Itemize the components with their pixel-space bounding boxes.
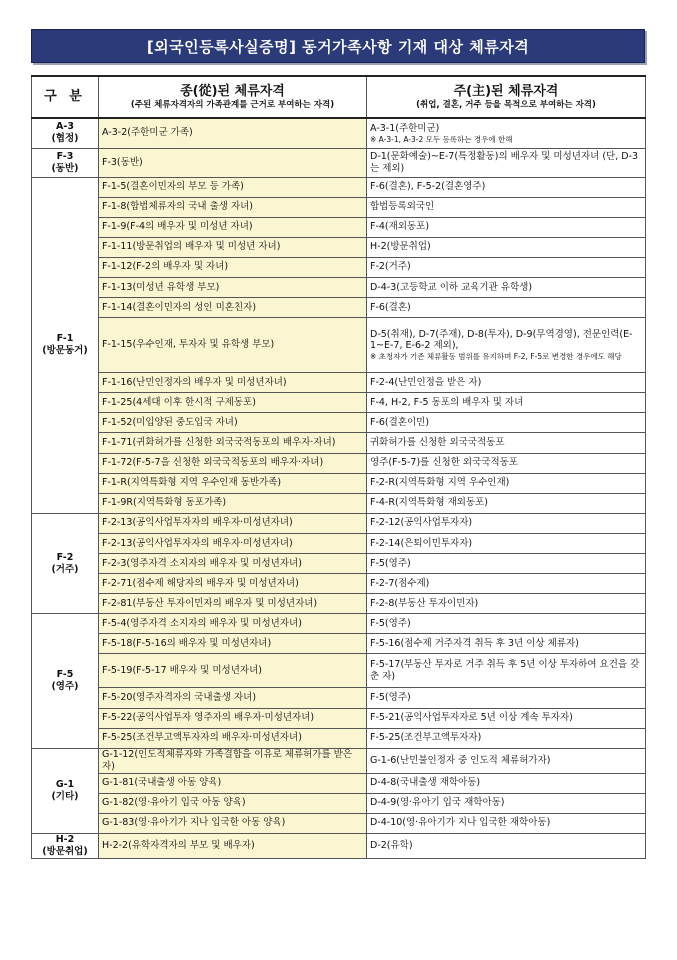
dependent-status-cell: F-2-13(공익사업투자자의 배우자·미성년자녀) — [99, 533, 367, 553]
table-row — [32, 453, 646, 473]
category-cell — [32, 614, 99, 748]
category-label: (거주) — [51, 563, 79, 575]
dependent-status-cell: F-2-71(점수제 해당자의 배우자 및 미성년자녀) — [99, 574, 367, 594]
main-status-note: ※ A-3-1, A-3-2 모두 등록하는 경우에 한해 — [370, 134, 513, 144]
main-status-value: F-2(거주) — [370, 261, 411, 273]
category-code: F-2 — [56, 551, 74, 563]
dependent-status-cell: F-1-15(우수인재, 투자자 및 유학생 부모) — [99, 318, 367, 373]
table-row — [32, 197, 646, 217]
main-status-value: D-5(취재), D-7(주재), D-8(투자), D-9(무역경영), 전문인력(E-1~E-7, E-6-2 제외), — [370, 328, 633, 352]
main-status-cell — [367, 773, 646, 793]
main-status-value: D-4-9(영·유아기 입국 재학아동) — [370, 797, 505, 809]
dependent-status-cell: F-3(동반) — [99, 148, 367, 177]
main-status-cell — [367, 298, 646, 318]
category-label: (영주) — [51, 681, 79, 693]
dependent-status-cell: F-1-R(지역특화형 지역 우수인재 동반가족) — [99, 473, 367, 493]
dependent-status-cell: G-1-81(국내출생 아동 양육) — [99, 773, 367, 793]
dependent-status-cell: F-5-4(영주자격 소지자의 배우자 및 미성년자녀) — [99, 614, 367, 634]
main-status-cell — [367, 148, 646, 177]
table-row — [32, 773, 646, 793]
table-row — [32, 554, 646, 574]
main-status-cell — [367, 614, 646, 634]
dependent-status-cell: F-1-71(귀화허가를 신청한 외국국적동포의 배우자·자녀) — [99, 433, 367, 453]
main-status-header — [367, 76, 646, 118]
table-row — [32, 594, 646, 614]
main-status-value: D-4-10(영·유아기가 지나 입국한 재학아동) — [370, 817, 551, 829]
main-status-value: 합법등록외국인 — [370, 201, 435, 213]
main-status-value: F-4(재외동포) — [370, 221, 430, 233]
main-status-cell — [367, 257, 646, 277]
table-row — [32, 728, 646, 748]
category-label: (방문동거) — [42, 345, 88, 357]
dependent-status-cell: F-2-81(부동산 투자이민자의 배우자 및 미성년자녀) — [99, 594, 367, 614]
main-status-value: F-6(결혼) — [370, 301, 411, 313]
table-body — [32, 118, 646, 858]
main-status-value: H-2(방문취업) — [370, 241, 431, 253]
main-status-subtitle: (취업, 결혼, 거주 등을 목적으로 부여하는 자격) — [416, 99, 596, 110]
main-status-cell — [367, 634, 646, 654]
dependent-status-cell: F-5-19(F-5-17 배우자 및 미성년자녀) — [99, 654, 367, 688]
main-status-value: F-2-8(부동산 투자이민자) — [370, 597, 479, 609]
main-status-value: G-1-6(난민불인정자 중 인도적 체류허가자) — [370, 754, 551, 766]
table-row — [32, 614, 646, 634]
table-row — [32, 373, 646, 393]
table-row — [32, 793, 646, 813]
main-status-value: F-5-16(점수제 거주자격 취득 후 3년 이상 체류자) — [370, 637, 579, 649]
main-status-cell — [367, 574, 646, 594]
main-status-value: F-5(영주) — [370, 617, 411, 629]
main-status-value: F-5-25(조건부고액투자자) — [370, 732, 482, 744]
category-cell — [32, 118, 99, 148]
main-status-cell — [367, 433, 646, 453]
table-row — [32, 118, 646, 148]
main-status-cell — [367, 217, 646, 237]
main-status-value: A-3-1(주한미군) — [370, 122, 440, 134]
dependent-status-cell: G-1-83(영·유아기가 지나 입국한 아동 양육) — [99, 813, 367, 833]
table-row — [32, 473, 646, 493]
main-status-value: F-5-17(부동산 투자로 거주 취득 후 5년 이상 투자하여 요건을 갖춘 자) — [370, 659, 640, 682]
category-cell — [32, 148, 99, 177]
table-row — [32, 177, 646, 197]
main-status-cell — [367, 728, 646, 748]
table-row — [32, 298, 646, 318]
table-header-row — [32, 76, 646, 118]
dependent-status-cell: G-1-82(영·유아기 입국 아동 양육) — [99, 793, 367, 813]
document-title: [외국인등록사실증명] 동거가족사항 기재 대상 체류자격 — [31, 29, 645, 63]
category-label: (협정) — [51, 133, 79, 145]
main-status-cell — [367, 413, 646, 433]
category-cell — [32, 748, 99, 833]
main-status-cell — [367, 533, 646, 553]
category-label: (방문취업) — [42, 845, 88, 857]
table-row — [32, 148, 646, 177]
table-row — [32, 257, 646, 277]
main-status-value: 귀화허가를 신청한 외국국적동포 — [370, 437, 505, 449]
table-row — [32, 413, 646, 433]
category-code: F-5 — [56, 669, 74, 681]
table-row — [32, 833, 646, 858]
main-status-value: F-6(결혼), F-5-2(결혼영주) — [370, 181, 486, 193]
main-status-value: F-4-R(지역특화형 재외동포) — [370, 497, 488, 509]
category-label: (동반) — [51, 162, 79, 174]
main-status-cell — [367, 833, 646, 858]
category-label: (기타) — [51, 790, 79, 802]
table-row — [32, 533, 646, 553]
dependent-status-cell: F-2-3(영주자격 소지자의 배우자 및 미성년자녀) — [99, 554, 367, 574]
table-row — [32, 688, 646, 708]
main-status-cell — [367, 237, 646, 257]
dependent-status-cell: G-1-12(인도적체류자와 가족결합을 이유로 체류허가를 받은 자) — [99, 748, 367, 773]
dependent-status-cell: F-5-20(영주자격자의 국내출생 자녀) — [99, 688, 367, 708]
main-status-value: D-4-3(고등학교 이하 교육기관 유학생) — [370, 281, 533, 293]
table-row — [32, 708, 646, 728]
main-status-cell — [367, 708, 646, 728]
category-code: A-3 — [56, 121, 74, 133]
category-header: 구 분 — [32, 76, 99, 118]
main-status-cell — [367, 654, 646, 688]
main-status-cell — [367, 277, 646, 297]
dependent-status-cell: A-3-2(주한미군 가족) — [99, 118, 367, 148]
main-status-value: F-2-7(점수제) — [370, 577, 430, 589]
table-row — [32, 217, 646, 237]
dependent-status-cell: F-1-11(방문취업의 배우자 및 미성년 자녀) — [99, 237, 367, 257]
main-status-cell — [367, 793, 646, 813]
main-status-cell — [367, 473, 646, 493]
main-status-title: 주(主)된 체류자격 — [453, 83, 559, 99]
table-row — [32, 574, 646, 594]
dependent-status-cell: F-1-52(미입양된 중도입국 자녀) — [99, 413, 367, 433]
main-status-value: F-6(결혼이민) — [370, 416, 430, 428]
dependent-status-cell: F-1-72(F-5-7을 신청한 외국국적동포의 배우자·자녀) — [99, 453, 367, 473]
table-row — [32, 513, 646, 533]
main-status-value: F-2-4(난민인정을 받은 자) — [370, 376, 482, 388]
main-status-cell — [367, 554, 646, 574]
dependent-status-title: 종(從)된 체류자격 — [180, 83, 285, 99]
main-status-cell — [367, 197, 646, 217]
main-status-value: F-5(영주) — [370, 692, 411, 704]
category-code: G-1 — [55, 778, 75, 790]
main-status-note: ※ 초청자가 기존 체류활동 범위를 유지하며 F-2, F-5로 변경한 경우에도 해당 — [370, 352, 622, 362]
dependent-status-cell: F-1-5(결혼이민자의 부모 등 가족) — [99, 177, 367, 197]
main-status-cell — [367, 594, 646, 614]
dependent-status-cell: F-5-25(조건부고액투자자의 배우자·미성년자녀) — [99, 728, 367, 748]
category-cell — [32, 177, 99, 513]
dependent-status-cell: F-1-25(4세대 이후 한시적 구제동포) — [99, 393, 367, 413]
dependent-status-cell: H-2-2(유학자격자의 부모 및 배우자) — [99, 833, 367, 858]
main-status-cell — [367, 688, 646, 708]
dependent-status-cell: F-5-18(F-5-16의 배우자 및 미성년자녀) — [99, 634, 367, 654]
main-status-value: D-4-8(국내출생 재학아동) — [370, 777, 481, 789]
main-status-cell — [367, 453, 646, 473]
dependent-status-cell: F-5-22(공익사업투자 영주자의 배우자·미성년자녀) — [99, 708, 367, 728]
dependent-status-cell: F-2-13(공익사업투자자의 배우자·미성년자녀) — [99, 513, 367, 533]
category-cell — [32, 513, 99, 613]
main-status-value: D-1(문화예술)~E-7(특정활동)의 배우자 및 미성년자녀 (단, D-3는 제외) — [370, 150, 639, 174]
main-status-cell — [367, 493, 646, 513]
dependent-status-subtitle: (주된 체류자격자의 가족관계를 근거로 부여하는 자격) — [130, 99, 335, 110]
visa-status-table — [31, 75, 646, 859]
category-code: H-2 — [55, 833, 75, 845]
main-status-cell — [367, 393, 646, 413]
main-status-value: D-2(유학) — [370, 839, 413, 851]
main-status-value: F-2-14(은퇴이민투자자) — [370, 537, 473, 549]
table-row — [32, 393, 646, 413]
dependent-status-cell: F-1-13(미성년 유학생 부모) — [99, 277, 367, 297]
table-row — [32, 433, 646, 453]
dependent-status-cell: F-1-8(합법체류자의 국내 출생 자녀) — [99, 197, 367, 217]
category-code: F-1 — [56, 333, 74, 345]
dependent-status-cell: F-1-14(결혼이민자의 성인 미혼친자) — [99, 298, 367, 318]
table-row — [32, 318, 646, 373]
table-row — [32, 277, 646, 297]
table-row — [32, 748, 646, 773]
dependent-status-cell: F-1-12(F-2의 배우자 및 자녀) — [99, 257, 367, 277]
main-status-value: F-4, H-2, F-5 동포의 배우자 및 자녀 — [370, 396, 524, 408]
main-status-value: F-5-21(공익사업투자자로 5년 이상 계속 투자자) — [370, 712, 573, 724]
main-status-cell — [367, 318, 646, 373]
main-status-value: F-2-R(지역특화형 지역 우수인재) — [370, 477, 510, 489]
main-status-cell — [367, 813, 646, 833]
dependent-status-header — [99, 76, 367, 118]
table-row — [32, 654, 646, 688]
table-row — [32, 493, 646, 513]
table-row — [32, 634, 646, 654]
main-status-cell — [367, 118, 646, 148]
main-status-value: 영주(F-5-7)를 신청한 외국국적동포 — [370, 457, 518, 469]
main-status-cell — [367, 513, 646, 533]
dependent-status-cell: F-1-16(난민인정자의 배우자 및 미성년자녀) — [99, 373, 367, 393]
dependent-status-cell: F-1-9(F-4의 배우자 및 미성년 자녀) — [99, 217, 367, 237]
main-status-cell — [367, 373, 646, 393]
table-row — [32, 813, 646, 833]
category-cell — [32, 833, 99, 858]
main-status-cell — [367, 748, 646, 773]
main-status-value: F-5(영주) — [370, 557, 411, 569]
main-status-value: F-2-12(공익사업투자자) — [370, 517, 473, 529]
main-status-cell — [367, 177, 646, 197]
category-code: F-3 — [56, 150, 74, 162]
table-row — [32, 237, 646, 257]
dependent-status-cell: F-1-9R(지역특화형 동포가족) — [99, 493, 367, 513]
